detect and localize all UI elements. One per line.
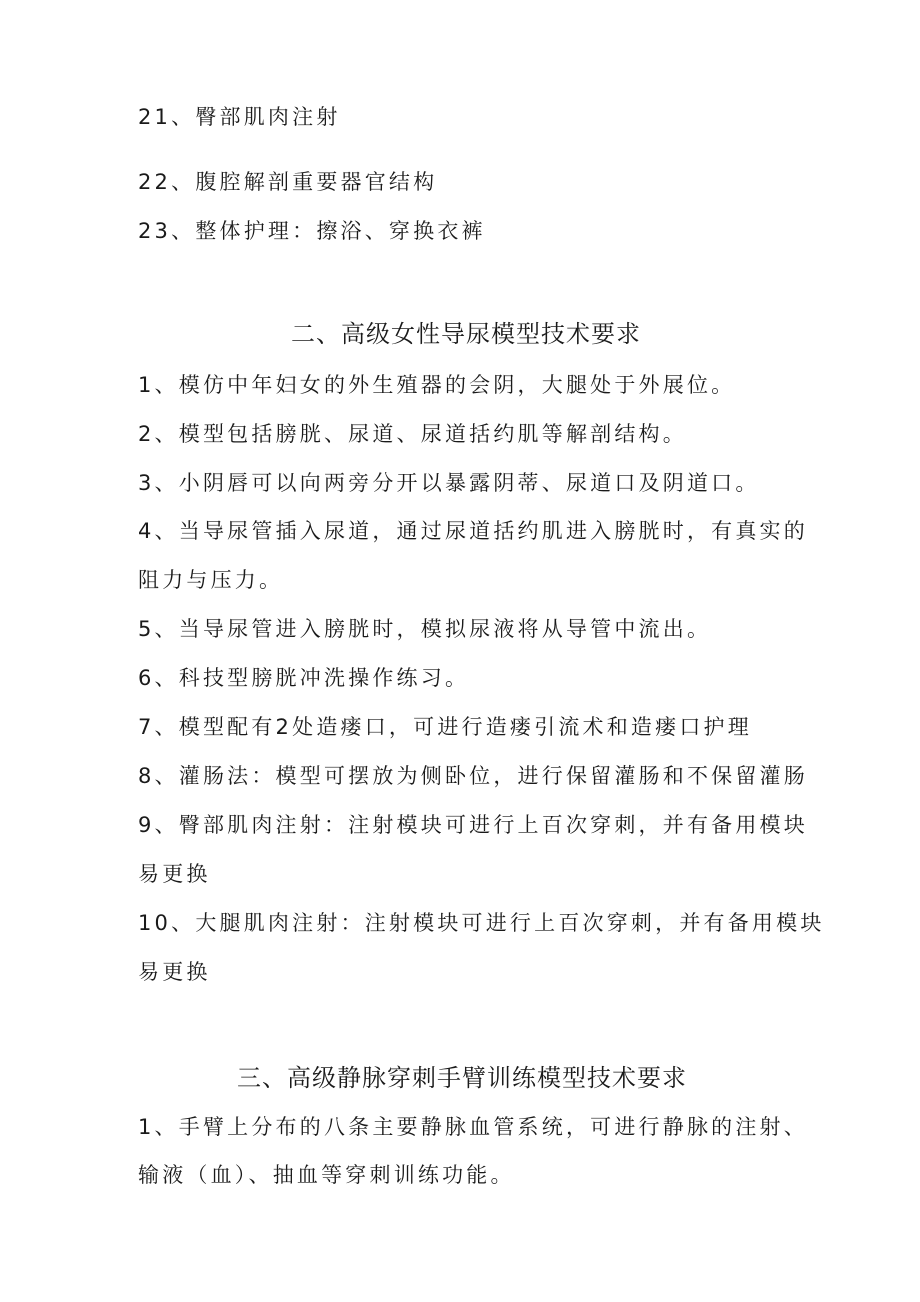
list-item: 23、整体护理：擦浴、穿换衣裤	[138, 219, 486, 243]
section-heading: 三、高级静脉穿刺手臂训练模型技术要求	[237, 1064, 687, 1092]
list-item-continuation: 易更换	[138, 960, 211, 984]
list-item: 10、大腿肌肉注射：注射模块可进行上百次穿刺，并有备用模块	[138, 911, 825, 935]
list-item-continuation: 阻力与压力。	[138, 568, 284, 592]
list-item: 5、当导尿管进入膀胱时，模拟尿液将从导管中流出。	[138, 617, 712, 641]
list-item: 8、灌肠法：模型可摆放为侧卧位，进行保留灌肠和不保留灌肠	[138, 764, 808, 788]
list-item: 7、模型配有2处造瘘口，可进行造瘘引流术和造瘘口护理	[138, 715, 752, 739]
list-item-continuation: 输液（血）、抽血等穿刺训练功能。	[138, 1163, 515, 1187]
section-heading: 二、高级女性导尿模型技术要求	[291, 320, 641, 348]
list-item: 9、臀部肌肉注射：注射模块可进行上百次穿刺，并有备用模块	[138, 813, 808, 837]
list-item: 21、臀部肌肉注射	[138, 105, 341, 129]
list-item: 1、手臂上分布的八条主要静脉血管系统，可进行静脉的注射、	[138, 1115, 808, 1139]
list-item: 6、科技型膀胱冲洗操作练习。	[138, 666, 470, 690]
list-item-continuation: 易更换	[138, 862, 211, 886]
list-item: 2、模型包括膀胱、尿道、尿道括约肌等解剖结构。	[138, 422, 687, 446]
list-item: 3、小阴唇可以向两旁分开以暴露阴蒂、尿道口及阴道口。	[138, 471, 760, 495]
list-item: 22、腹腔解剖重要器官结构	[138, 170, 438, 194]
list-item: 4、当导尿管插入尿道，通过尿道括约肌进入膀胱时，有真实的	[138, 519, 808, 543]
list-item: 1、模仿中年妇女的外生殖器的会阴，大腿处于外展位。	[138, 373, 736, 397]
